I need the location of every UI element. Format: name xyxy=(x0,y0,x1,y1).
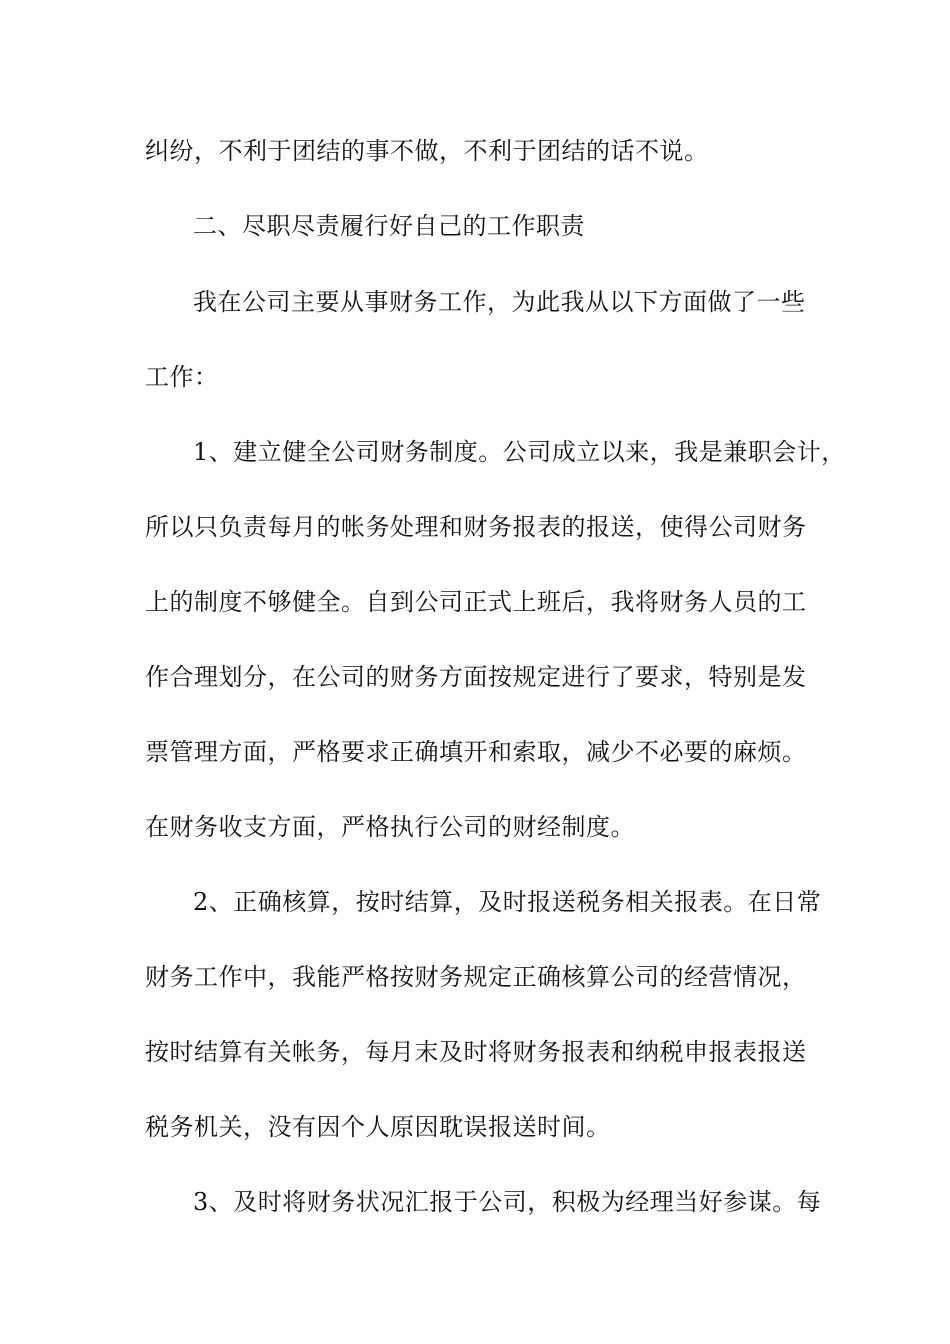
text-line-8: 作合理划分，在公司的财务方面按规定进行了要求，特别是发 xyxy=(145,663,807,691)
text-line-5: 1、建立健全公司财务制度。公司成立以来，我是兼职会计， xyxy=(193,438,846,466)
text-line-9: 票管理方面，严格要求正确填开和索取，减少不必要的麻烦。 xyxy=(145,738,807,766)
section-heading: 二、尽职尽责履行好自己的工作职责 xyxy=(193,212,585,240)
text-line-14: 税务机关，没有因个人原因耽误报送时间。 xyxy=(145,1113,611,1141)
text-line-10: 在财务收支方面，严格执行公司的财经制度。 xyxy=(145,813,635,841)
text-line-7: 上的制度不够健全。自到公司正式上班后，我将财务人员的工 xyxy=(145,588,807,616)
text-line-13: 按时结算有关帐务，每月末及时将财务报表和纳税申报表报送 xyxy=(145,1038,807,1066)
text-line-11: 2、正确核算，按时结算，及时报送税务相关报表。在日常 xyxy=(193,888,822,916)
text-line-6: 所以只负责每月的帐务处理和财务报表的报送，使得公司财务 xyxy=(145,513,807,541)
text-line-4: 工作： xyxy=(145,363,219,391)
text-line-15: 3、及时将财务状况汇报于公司，积极为经理当好参谋。每 xyxy=(193,1188,822,1216)
text-line-3: 我在公司主要从事财务工作，为此我从以下方面做了一些 xyxy=(193,288,806,316)
text-line-1: 纠纷，不利于团结的事不做，不利于团结的话不说。 xyxy=(145,137,709,165)
text-line-12: 财务工作中，我能严格按财务规定正确核算公司的经营情况， xyxy=(145,963,807,991)
